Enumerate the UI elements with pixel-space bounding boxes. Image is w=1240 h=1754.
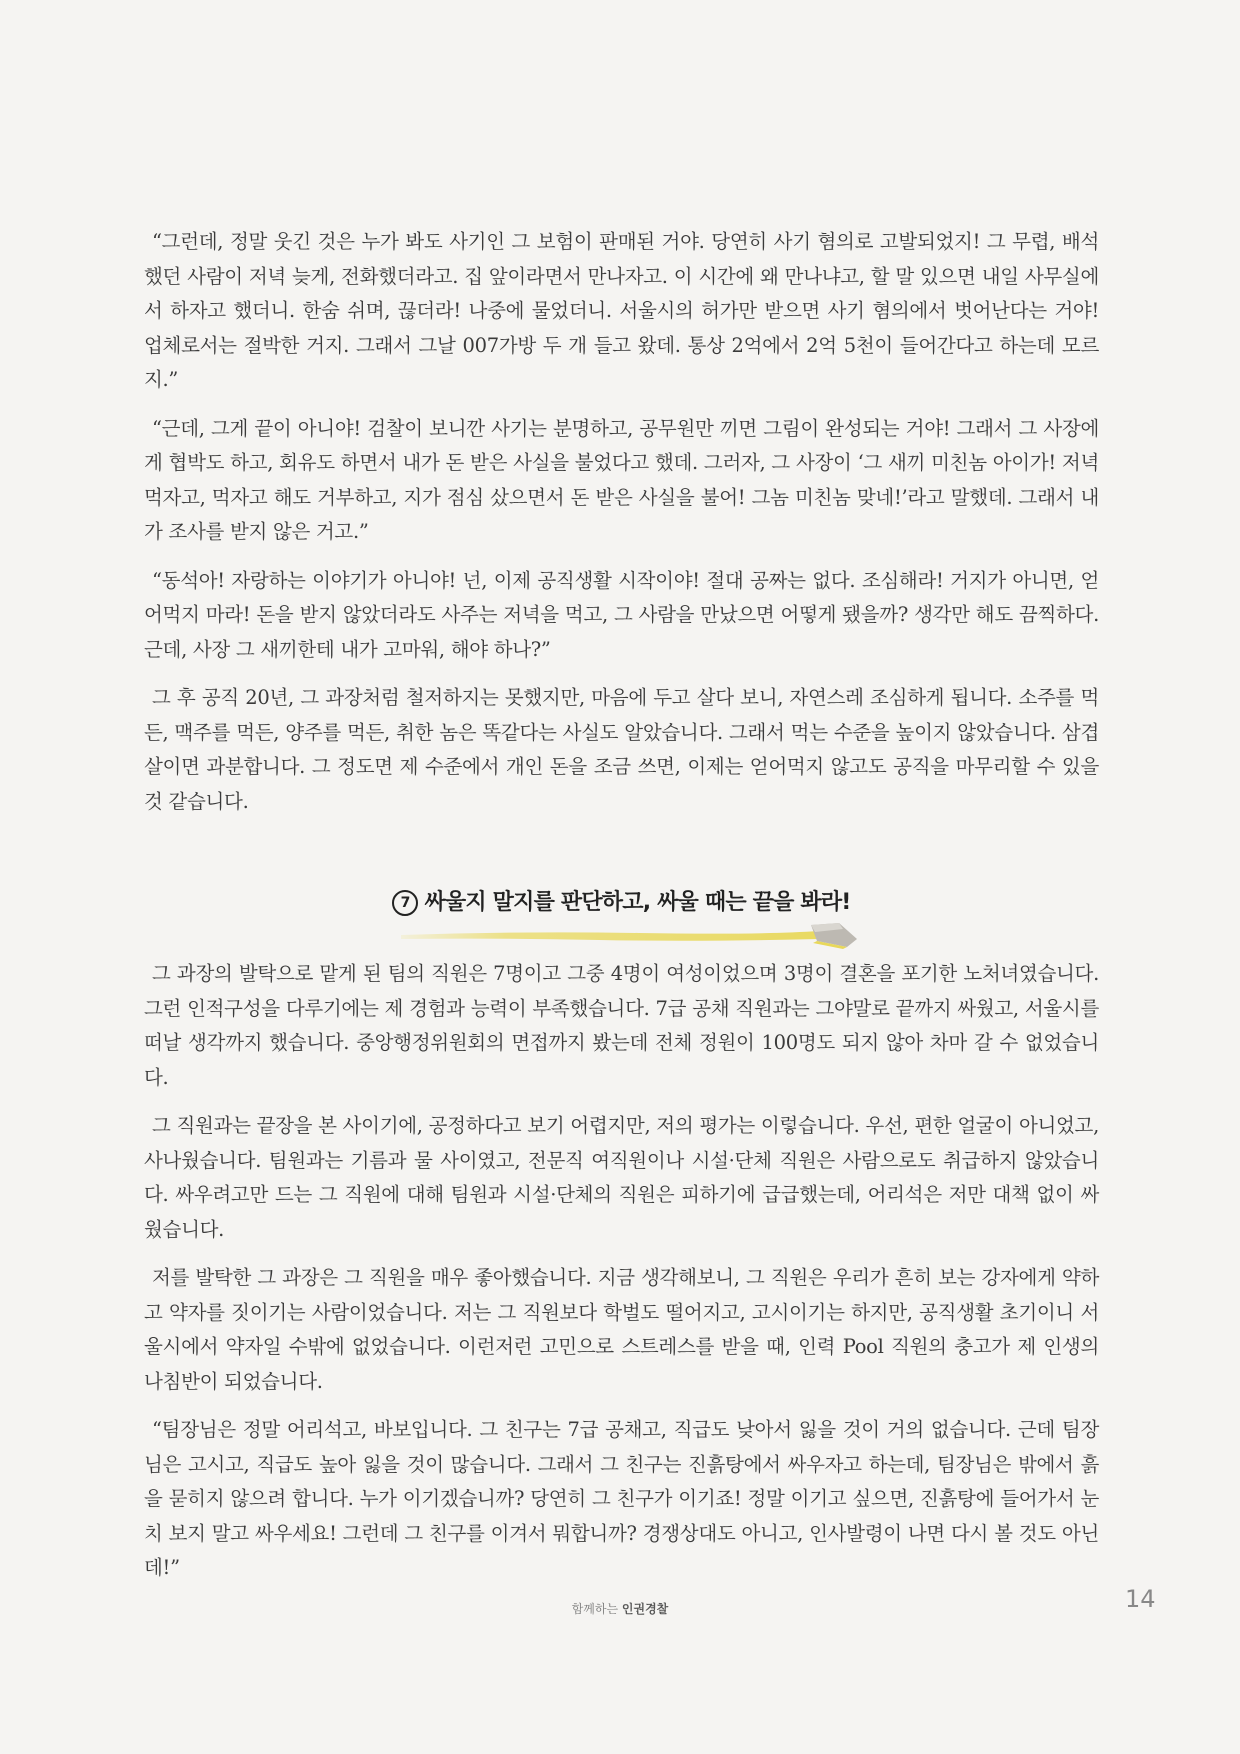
section-heading [144, 885, 1099, 955]
section-title [144, 885, 1099, 916]
paragraph-6: 그 직원과는 끝장을 본 사이기에, 공정하다고 보기 어렵지만, 저의 평가는 이렇습니다. 우선, 편한 얼굴이 아니었고, 사나웠습니다. 팀원과는 기름과 물 사이였고, 전문직 여직원이나 시설·단체 직원은 사람으로도 취급하지 않았습니다. 싸우려고만 드는 그 직원에 대해 팀원과 시설·단체의 직원은 피하기에 급급했는데, 어리석은 저만 대책 없이 싸웠습니다. [144, 1114, 1099, 1241]
paragraph-8: “팀장님은 정말 어리석고, 바보입니다. 그 친구는 7급 공채고, 직급도 낮아서 잃을 것이 거의 없습니다. 근데 팀장님은 고시고, 직급도 높아 잃을 것이 많습니다. 그래서 그 친구는 진흙탕에서 싸우자고 하는데, 팀장님은 밖에서 흙을 묻히지 않으려 합니다. 누가 이기겠습니까? 당연히 그 친구가 이기죠! 정말 이기고 싶으면, 진흙탕에 들어가서 눈치 보지 말고 싸우세요! 그런데 그 친구를 이겨서 뭐합니까? 경쟁상대도 아니고, 인사발령이 나면 다시 볼 것도 아닌데!” [144, 1418, 1099, 1579]
footer-brand: 인권경찰 [621, 1602, 669, 1616]
footer-prefix: 함께하는 [571, 1602, 619, 1616]
paragraph-2: “근데, 그게 끝이 아니야! 검찰이 보니깐 사기는 분명하고, 공무원만 끼면 그림이 완성되는 거야! 그래서 그 사장에게 협박도 하고, 회유도 하면서 내가 돈 받은 사실을 불었다고 했데. 그러자, 그 사장이 ‘그 새끼 미친놈 아이가! 저녁 먹자고, 먹자고 해도 거부하고, 지가 점심 샀으면서 돈 받은 사실을 불어! 그놈 미친놈 맞네!’라고 말했데. 그래서 내가 조사를 받지 않은 거고.” [144, 416, 1099, 543]
paragraph-1: “그런데, 정말 웃긴 것은 누가 봐도 사기인 그 보험이 판매된 거야. 당연히 사기 혐의로 고발되었지! 그 무렵, 배석했던 사람이 저녁 늦게, 전화했더라고. 집 앞이라면서 만나자고. 이 시간에 왜 만나냐고, 할 말 있으면 내일 사무실에서 하자고 했더니. 한숨 쉬며, 끊더라! 나중에 물었더니. 서울시의 허가만 받으면 사기 혐의에서 벗어난다는 거야! 업체로서는 절박한 거지. 그래서 그날 007가방 두 개 들고 왔데. 통상 2억에서 2억 5천이 들어간다고 하는데 모르지.” [144, 230, 1099, 391]
section-title-text: 싸울지 말지를 판단하고, 싸울 때는 끝을 봐라! [424, 890, 851, 915]
page-footer [0, 1600, 1240, 1617]
page-content [144, 225, 1099, 1579]
page-number: 14 [1125, 1585, 1156, 1613]
section-body [144, 957, 1099, 1600]
paragraph-5: 그 과장의 발탁으로 맡게 된 팀의 직원은 7명이고 그중 4명이 여성이었으며 3명이 결혼을 포기한 노처녀였습니다. 그런 인적구성을 다루기에는 제 경험과 능력이 부족했습니다. 7급 공채 직원과는 그야말로 끝까지 싸웠고, 서울시를 떠날 생각까지 했습니다. 중앙행정위원회의 면접까지 봤는데 전체 정원이 100명도 되지 않아 차마 갈 수 없었습니다. [144, 962, 1099, 1089]
highlighter-underline-icon [399, 921, 859, 951]
section-number-badge: 7 [392, 890, 418, 916]
paragraph-7: 저를 발탁한 그 과장은 그 직원을 매우 좋아했습니다. 지금 생각해보니, 그 직원은 우리가 흔히 보는 강자에게 약하고 약자를 짓이기는 사람이었습니다. 저는 그 직원보다 학벌도 떨어지고, 고시이기는 하지만, 공직생활 초기이니 서울시에서 약자일 수밖에 없었습니다. 이런저런 고민으로 스트레스를 받을 때, 인력 Pool 직원의 충고가 제 인생의 나침반이 되었습니다. [144, 1266, 1099, 1393]
paragraph-4: 그 후 공직 20년, 그 과장처럼 철저하지는 못했지만, 마음에 두고 살다 보니, 자연스레 조심하게 됩니다. 소주를 먹든, 맥주를 먹든, 양주를 먹든, 취한 놈은 똑같다는 사실도 알았습니다. 그래서 먹는 수준을 높이지 않았습니다. 삼겹살이면 과분합니다. 그 정도면 제 수준에서 개인 돈을 조금 쓰면, 이제는 얻어먹지 않고도 공직을 마무리할 수 있을 것 같습니다. [144, 686, 1099, 813]
paragraph-3: “동석아! 자랑하는 이야기가 아니야! 넌, 이제 공직생활 시작이야! 절대 공짜는 없다. 조심해라! 거지가 아니면, 얻어먹지 마라! 돈을 받지 않았더라도 사주는 저녁을 먹고, 그 사람을 만났으면 어떻게 됐을까? 생각만 해도 끔찍하다. 근데, 사장 그 새끼한테 내가 고마워, 해야 하나?” [144, 568, 1099, 661]
